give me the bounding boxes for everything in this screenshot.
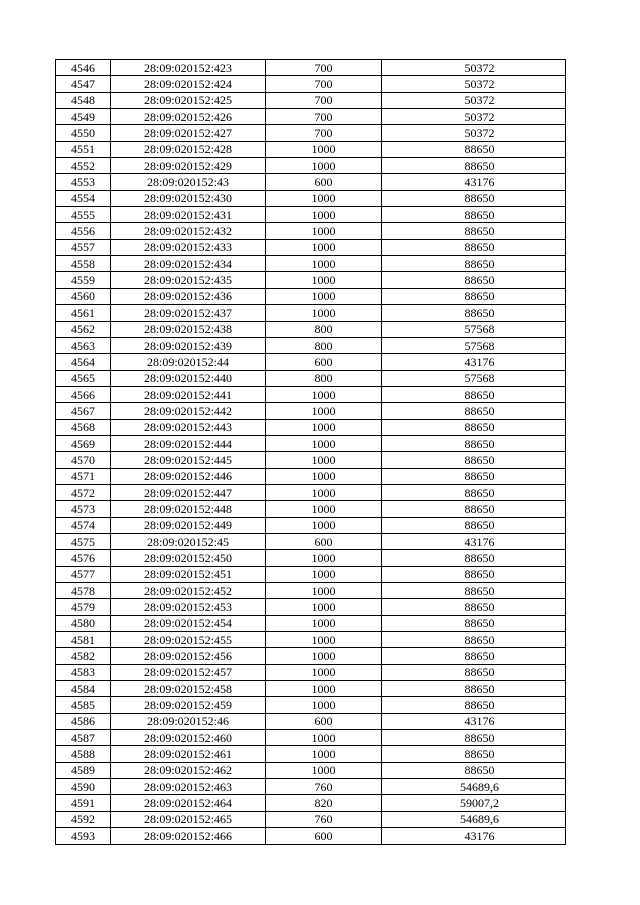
cadastral-number-cell: 28:09:020152:426	[111, 109, 266, 125]
cadastral-number-cell: 28:09:020152:461	[111, 746, 266, 762]
value-cell: 54689,6	[382, 779, 566, 795]
value-cell: 43176	[382, 828, 566, 844]
row-number-cell: 4548	[56, 92, 111, 108]
value-cell: 43176	[382, 174, 566, 190]
row-number-cell: 4573	[56, 501, 111, 517]
row-number-cell: 4582	[56, 648, 111, 664]
table-row	[56, 501, 566, 517]
cadastral-number-cell: 28:09:020152:447	[111, 484, 266, 500]
row-number-cell: 4554	[56, 190, 111, 206]
area-cell: 1000	[266, 452, 382, 468]
cadastral-number-cell: 28:09:020152:451	[111, 566, 266, 582]
value-cell: 88650	[382, 386, 566, 402]
row-number-cell: 4587	[56, 730, 111, 746]
area-cell: 1000	[266, 762, 382, 778]
row-number-cell: 4572	[56, 484, 111, 500]
area-cell: 1000	[266, 730, 382, 746]
table-row	[56, 125, 566, 141]
row-number-cell: 4555	[56, 207, 111, 223]
row-number-cell: 4558	[56, 256, 111, 272]
table-row	[56, 337, 566, 353]
table-row	[56, 60, 566, 76]
table-row	[56, 158, 566, 174]
table-row	[56, 386, 566, 402]
table-row	[56, 403, 566, 419]
row-number-cell: 4583	[56, 664, 111, 680]
value-cell: 88650	[382, 207, 566, 223]
row-number-cell: 4556	[56, 223, 111, 239]
row-number-cell: 4567	[56, 403, 111, 419]
area-cell: 1000	[266, 468, 382, 484]
table-row	[56, 762, 566, 778]
row-number-cell: 4569	[56, 435, 111, 451]
value-cell: 88650	[382, 288, 566, 304]
cadastral-number-cell: 28:09:020152:438	[111, 321, 266, 337]
table-row	[56, 92, 566, 108]
table-row	[56, 599, 566, 615]
cadastral-number-cell: 28:09:020152:450	[111, 550, 266, 566]
cadastral-number-cell: 28:09:020152:430	[111, 190, 266, 206]
table-row	[56, 681, 566, 697]
area-cell: 1000	[266, 190, 382, 206]
cadastral-number-cell: 28:09:020152:462	[111, 762, 266, 778]
table-row	[56, 533, 566, 549]
area-cell: 700	[266, 92, 382, 108]
area-cell: 1000	[266, 305, 382, 321]
area-cell: 1000	[266, 648, 382, 664]
row-number-cell: 4549	[56, 109, 111, 125]
cadastral-number-cell: 28:09:020152:456	[111, 648, 266, 664]
value-cell: 88650	[382, 435, 566, 451]
value-cell: 43176	[382, 354, 566, 370]
cadastral-number-cell: 28:09:020152:442	[111, 403, 266, 419]
table-row	[56, 174, 566, 190]
value-cell: 88650	[382, 746, 566, 762]
area-cell: 1000	[266, 141, 382, 157]
row-number-cell: 4577	[56, 566, 111, 582]
cadastral-number-cell: 28:09:020152:443	[111, 419, 266, 435]
cadastral-number-cell: 28:09:020152:46	[111, 713, 266, 729]
table-row	[56, 550, 566, 566]
table-row	[56, 811, 566, 827]
row-number-cell: 4560	[56, 288, 111, 304]
value-cell: 50372	[382, 60, 566, 76]
value-cell: 88650	[382, 697, 566, 713]
row-number-cell: 4586	[56, 713, 111, 729]
cadastral-number-cell: 28:09:020152:45	[111, 533, 266, 549]
area-cell: 1000	[266, 599, 382, 615]
value-cell: 57568	[382, 370, 566, 386]
area-cell: 600	[266, 354, 382, 370]
value-cell: 88650	[382, 730, 566, 746]
cadastral-number-cell: 28:09:020152:452	[111, 583, 266, 599]
row-number-cell: 4565	[56, 370, 111, 386]
value-cell: 88650	[382, 468, 566, 484]
area-cell: 1000	[266, 435, 382, 451]
cadastral-number-cell: 28:09:020152:466	[111, 828, 266, 844]
table-body	[56, 60, 566, 845]
area-cell: 760	[266, 779, 382, 795]
area-cell: 1000	[266, 517, 382, 533]
cadastral-number-cell: 28:09:020152:458	[111, 681, 266, 697]
cadastral-number-cell: 28:09:020152:424	[111, 76, 266, 92]
value-cell: 43176	[382, 713, 566, 729]
area-cell: 1000	[266, 550, 382, 566]
cadastral-number-cell: 28:09:020152:440	[111, 370, 266, 386]
table-row	[56, 828, 566, 844]
value-cell: 88650	[382, 615, 566, 631]
table-row	[56, 141, 566, 157]
table-row	[56, 746, 566, 762]
cadastral-number-cell: 28:09:020152:465	[111, 811, 266, 827]
cadastral-number-cell: 28:09:020152:463	[111, 779, 266, 795]
area-cell: 600	[266, 533, 382, 549]
row-number-cell: 4561	[56, 305, 111, 321]
table-row	[56, 109, 566, 125]
area-cell: 760	[266, 811, 382, 827]
cadastral-number-cell: 28:09:020152:436	[111, 288, 266, 304]
cadastral-number-cell: 28:09:020152:425	[111, 92, 266, 108]
value-cell: 88650	[382, 762, 566, 778]
area-cell: 700	[266, 125, 382, 141]
table-row	[56, 435, 566, 451]
area-cell: 1000	[266, 223, 382, 239]
row-number-cell: 4557	[56, 239, 111, 255]
cadastral-number-cell: 28:09:020152:459	[111, 697, 266, 713]
table-row	[56, 76, 566, 92]
row-number-cell: 4551	[56, 141, 111, 157]
value-cell: 59007,2	[382, 795, 566, 811]
value-cell: 88650	[382, 305, 566, 321]
row-number-cell: 4578	[56, 583, 111, 599]
table-row	[56, 713, 566, 729]
area-cell: 800	[266, 370, 382, 386]
value-cell: 88650	[382, 632, 566, 648]
row-number-cell: 4570	[56, 452, 111, 468]
cadastral-number-cell: 28:09:020152:453	[111, 599, 266, 615]
value-cell: 88650	[382, 648, 566, 664]
area-cell: 600	[266, 174, 382, 190]
table-row	[56, 452, 566, 468]
cadastral-number-cell: 28:09:020152:449	[111, 517, 266, 533]
area-cell: 1000	[266, 403, 382, 419]
table-row	[56, 190, 566, 206]
area-cell: 800	[266, 321, 382, 337]
cadastral-number-cell: 28:09:020152:434	[111, 256, 266, 272]
value-cell: 88650	[382, 272, 566, 288]
row-number-cell: 4584	[56, 681, 111, 697]
area-cell: 1000	[266, 419, 382, 435]
value-cell: 50372	[382, 125, 566, 141]
row-number-cell: 4568	[56, 419, 111, 435]
table-row	[56, 566, 566, 582]
value-cell: 88650	[382, 550, 566, 566]
row-number-cell: 4574	[56, 517, 111, 533]
row-number-cell: 4563	[56, 337, 111, 353]
table-row	[56, 730, 566, 746]
table-row	[56, 517, 566, 533]
area-cell: 1000	[266, 615, 382, 631]
table-row	[56, 419, 566, 435]
table-row	[56, 354, 566, 370]
cadastral-number-cell: 28:09:020152:454	[111, 615, 266, 631]
area-cell: 1000	[266, 484, 382, 500]
row-number-cell: 4550	[56, 125, 111, 141]
value-cell: 88650	[382, 517, 566, 533]
value-cell: 50372	[382, 109, 566, 125]
table-row	[56, 207, 566, 223]
table-row	[56, 632, 566, 648]
area-cell: 1000	[266, 681, 382, 697]
row-number-cell: 4559	[56, 272, 111, 288]
row-number-cell: 4553	[56, 174, 111, 190]
row-number-cell: 4571	[56, 468, 111, 484]
area-cell: 600	[266, 713, 382, 729]
area-cell: 700	[266, 109, 382, 125]
row-number-cell: 4579	[56, 599, 111, 615]
row-number-cell: 4585	[56, 697, 111, 713]
area-cell: 700	[266, 76, 382, 92]
value-cell: 88650	[382, 664, 566, 680]
row-number-cell: 4580	[56, 615, 111, 631]
area-cell: 1000	[266, 207, 382, 223]
area-cell: 800	[266, 337, 382, 353]
table-row	[56, 583, 566, 599]
cadastral-number-cell: 28:09:020152:455	[111, 632, 266, 648]
value-cell: 50372	[382, 92, 566, 108]
cadastral-number-cell: 28:09:020152:448	[111, 501, 266, 517]
row-number-cell: 4562	[56, 321, 111, 337]
value-cell: 88650	[382, 403, 566, 419]
cadastral-number-cell: 28:09:020152:435	[111, 272, 266, 288]
row-number-cell: 4564	[56, 354, 111, 370]
value-cell: 88650	[382, 566, 566, 582]
row-number-cell: 4592	[56, 811, 111, 827]
area-cell: 1000	[266, 239, 382, 255]
table-row	[56, 239, 566, 255]
cadastral-number-cell: 28:09:020152:457	[111, 664, 266, 680]
value-cell: 88650	[382, 158, 566, 174]
cadastral-number-cell: 28:09:020152:43	[111, 174, 266, 190]
value-cell: 57568	[382, 337, 566, 353]
table-row	[56, 370, 566, 386]
table-row	[56, 648, 566, 664]
cadastral-number-cell: 28:09:020152:431	[111, 207, 266, 223]
cadastral-number-cell: 28:09:020152:441	[111, 386, 266, 402]
value-cell: 50372	[382, 76, 566, 92]
cadastral-number-cell: 28:09:020152:444	[111, 435, 266, 451]
table-row	[56, 468, 566, 484]
area-cell: 1000	[266, 697, 382, 713]
cadastral-number-cell: 28:09:020152:445	[111, 452, 266, 468]
cadastral-number-cell: 28:09:020152:464	[111, 795, 266, 811]
area-cell: 600	[266, 828, 382, 844]
table-row	[56, 305, 566, 321]
value-cell: 88650	[382, 141, 566, 157]
area-cell: 1000	[266, 583, 382, 599]
row-number-cell: 4575	[56, 533, 111, 549]
table-row	[56, 697, 566, 713]
value-cell: 88650	[382, 223, 566, 239]
value-cell: 88650	[382, 501, 566, 517]
cadastral-number-cell: 28:09:020152:44	[111, 354, 266, 370]
cadastral-number-cell: 28:09:020152:427	[111, 125, 266, 141]
table-row	[56, 795, 566, 811]
cadastral-number-cell: 28:09:020152:429	[111, 158, 266, 174]
table-row	[56, 779, 566, 795]
row-number-cell: 4576	[56, 550, 111, 566]
row-number-cell: 4591	[56, 795, 111, 811]
value-cell: 88650	[382, 256, 566, 272]
area-cell: 1000	[266, 386, 382, 402]
value-cell: 88650	[382, 239, 566, 255]
area-cell: 1000	[266, 501, 382, 517]
table-row	[56, 615, 566, 631]
cadastral-number-cell: 28:09:020152:423	[111, 60, 266, 76]
value-cell: 88650	[382, 419, 566, 435]
value-cell: 88650	[382, 599, 566, 615]
row-number-cell: 4566	[56, 386, 111, 402]
row-number-cell: 4590	[56, 779, 111, 795]
area-cell: 1000	[266, 158, 382, 174]
cadastral-number-cell: 28:09:020152:428	[111, 141, 266, 157]
area-cell: 1000	[266, 272, 382, 288]
cadastral-number-cell: 28:09:020152:433	[111, 239, 266, 255]
area-cell: 1000	[266, 256, 382, 272]
row-number-cell: 4552	[56, 158, 111, 174]
area-cell: 1000	[266, 288, 382, 304]
cadastral-number-cell: 28:09:020152:432	[111, 223, 266, 239]
row-number-cell: 4593	[56, 828, 111, 844]
table-row	[56, 223, 566, 239]
value-cell: 88650	[382, 583, 566, 599]
row-number-cell: 4589	[56, 762, 111, 778]
value-cell: 88650	[382, 681, 566, 697]
area-cell: 1000	[266, 632, 382, 648]
value-cell: 88650	[382, 190, 566, 206]
table-row	[56, 484, 566, 500]
data-table	[55, 59, 566, 845]
table-row	[56, 288, 566, 304]
table-row	[56, 321, 566, 337]
row-number-cell: 4588	[56, 746, 111, 762]
area-cell: 700	[266, 60, 382, 76]
area-cell: 820	[266, 795, 382, 811]
row-number-cell: 4547	[56, 76, 111, 92]
cadastral-number-cell: 28:09:020152:439	[111, 337, 266, 353]
area-cell: 1000	[266, 566, 382, 582]
cadastral-number-cell: 28:09:020152:446	[111, 468, 266, 484]
area-cell: 1000	[266, 746, 382, 762]
cadastral-number-cell: 28:09:020152:460	[111, 730, 266, 746]
value-cell: 88650	[382, 452, 566, 468]
table-row	[56, 256, 566, 272]
cadastral-number-cell: 28:09:020152:437	[111, 305, 266, 321]
value-cell: 54689,6	[382, 811, 566, 827]
value-cell: 57568	[382, 321, 566, 337]
value-cell: 88650	[382, 484, 566, 500]
table-row	[56, 272, 566, 288]
value-cell: 43176	[382, 533, 566, 549]
row-number-cell: 4581	[56, 632, 111, 648]
table-row	[56, 664, 566, 680]
row-number-cell: 4546	[56, 60, 111, 76]
area-cell: 1000	[266, 664, 382, 680]
